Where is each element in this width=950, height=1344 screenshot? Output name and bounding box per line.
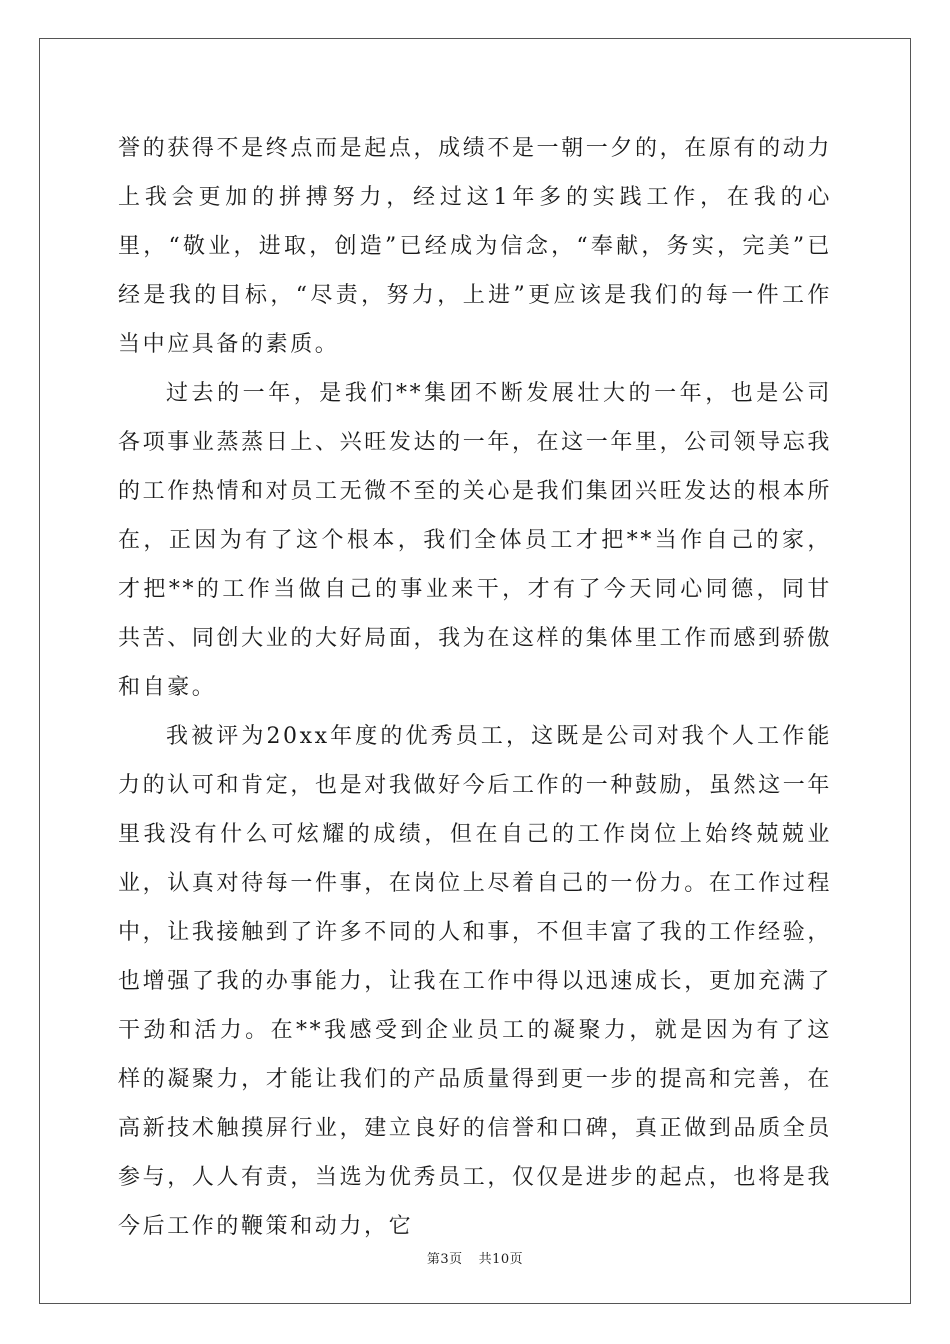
paragraph-3: 我被评为20xx年度的优秀员工，这既是公司对我个人工作能力的认可和肯定，也是对我做好今后工作的一种鼓励，虽然这一年里我没有什么可炫耀的成绩，但在自己的工作岗位上始终兢兢业业，认真对待每一件事，在岗位上尽着自己的一份力。在工作过程中，让我接触到了许多不同的人和事，不但丰富了我的工作经验，也增强了我的办事能力，让我在工作中得以迅速成长，更加充满了干劲和活力。在**我感受到企业员工的凝聚力，就是因为有了这样的凝聚力，才能让我们的产品质量得到更一步的提高和完善，在高新技术触摸屏行业，建立良好的信誉和口碑，真正做到品质全员参与，人人有责，当选为优秀员工，仅仅是进步的起点，也将是我今后工作的鞭策和动力，它 xyxy=(118,724,832,1239)
page-number: 第3页 xyxy=(426,1252,463,1267)
page-footer xyxy=(0,1248,950,1267)
paragraph-1: 誉的获得不是终点而是起点，成绩不是一朝一夕的，在原有的动力上我会更加的拼搏努力，经过这1年多的实践工作，在我的心里，“敬业，进取，创造”已经成为信念，“奉献，务实，完美”已经是我的目标，“尽责，努力，上进”更应该是我们的每一件工作当中应具备的素质。 xyxy=(118,136,832,357)
paragraph-2: 过去的一年，是我们**集团不断发展壮大的一年，也是公司各项事业蒸蒸日上、兴旺发达的一年，在这一年里，公司领导忘我的工作热情和对员工无微不至的关心是我们集团兴旺发达的根本所在，正因为有了这个根本，我们全体员工才把**当作自己的家，才把**的工作当做自己的事业来干，才有了今天同心同德，同甘共苦、同创大业的大好局面，我为在这样的集体里工作而感到骄傲和自豪。 xyxy=(118,381,832,700)
page-total: 共10页 xyxy=(478,1252,524,1267)
document-body xyxy=(118,124,832,1251)
